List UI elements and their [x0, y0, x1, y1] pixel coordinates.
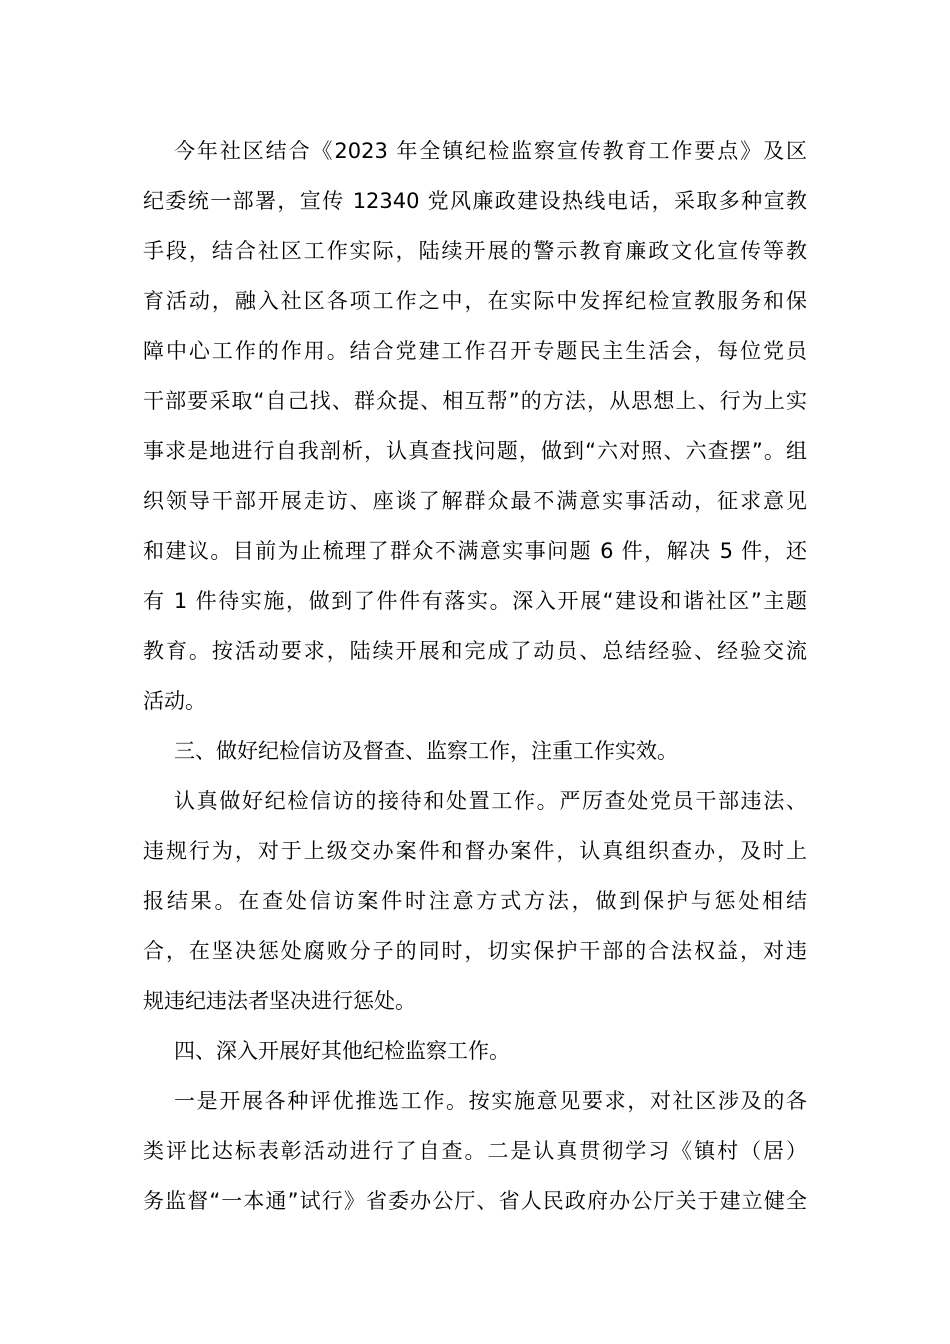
text-line: 认真做好纪检信访的接待和处置工作。严厉查处党员干部违法、	[174, 789, 807, 813]
section-heading: 三、做好纪检信访及督查、监察工作，注重工作实效。	[174, 739, 678, 763]
text-line: 活动。	[143, 689, 206, 713]
text-line: 报结果。在查处信访案件时注意方式方法，做到保护与惩处相结	[143, 889, 807, 913]
text-line: 干部要采取“自己找、群众提、相互帮”的方法，从思想上、行为上实	[143, 389, 807, 413]
text-line: 务监督“一本通”试行》省委办公厅、省人民政府办公厅关于建立健全	[143, 1189, 807, 1213]
text-line: 织领导干部开展走访、座谈了解群众最不满意实事活动，征求意见	[143, 489, 807, 513]
text-line: 今年社区结合《2023 年全镇纪检监察宣传教育工作要点》及区	[174, 139, 807, 163]
text-line: 和建议。目前为止梳理了群众不满意实事问题 6 件，解决 5 件，还	[143, 539, 807, 563]
text-line: 合，在坚决惩处腐败分子的同时，切实保护干部的合法权益，对违	[143, 939, 807, 963]
text-line: 事求是地进行自我剖析，认真查找问题，做到“六对照、六查摆”。组	[143, 439, 807, 463]
document-body	[143, 126, 807, 1226]
text-line: 手段，结合社区工作实际，陆续开展的警示教育廉政文化宣传等教	[143, 239, 807, 263]
text-line: 类评比达标表彰活动进行了自查。二是认真贯彻学习《镇村（居）	[143, 1139, 807, 1163]
text-line: 违规行为，对于上级交办案件和督办案件，认真组织查办，及时上	[143, 839, 807, 863]
section-heading-three	[143, 726, 807, 776]
text-line: 有 1 件待实施，做到了件件有落实。深入开展“建设和谐社区”主题	[143, 589, 807, 613]
text-line: 一是开展各种评优推选工作。按实施意见要求，对社区涉及的各	[174, 1089, 807, 1113]
paragraph-community-publicity	[143, 126, 807, 726]
text-line: 规违纪违法者坚决进行惩处。	[143, 989, 416, 1013]
paragraph-petition-handling	[143, 776, 807, 1026]
text-line: 障中心工作的作用。结合党建工作召开专题民主生活会，每位党员	[143, 339, 807, 363]
paragraph-other-work	[143, 1076, 807, 1226]
section-heading-four	[143, 1026, 807, 1076]
section-heading: 四、深入开展好其他纪检监察工作。	[174, 1039, 510, 1063]
text-line: 教育。按活动要求，陆续开展和完成了动员、总结经验、经验交流	[143, 639, 807, 663]
text-line: 纪委统一部署，宣传 12340 党风廉政建设热线电话，采取多种宣教	[143, 189, 807, 213]
text-line: 育活动，融入社区各项工作之中，在实际中发挥纪检宣教服务和保	[143, 289, 807, 313]
